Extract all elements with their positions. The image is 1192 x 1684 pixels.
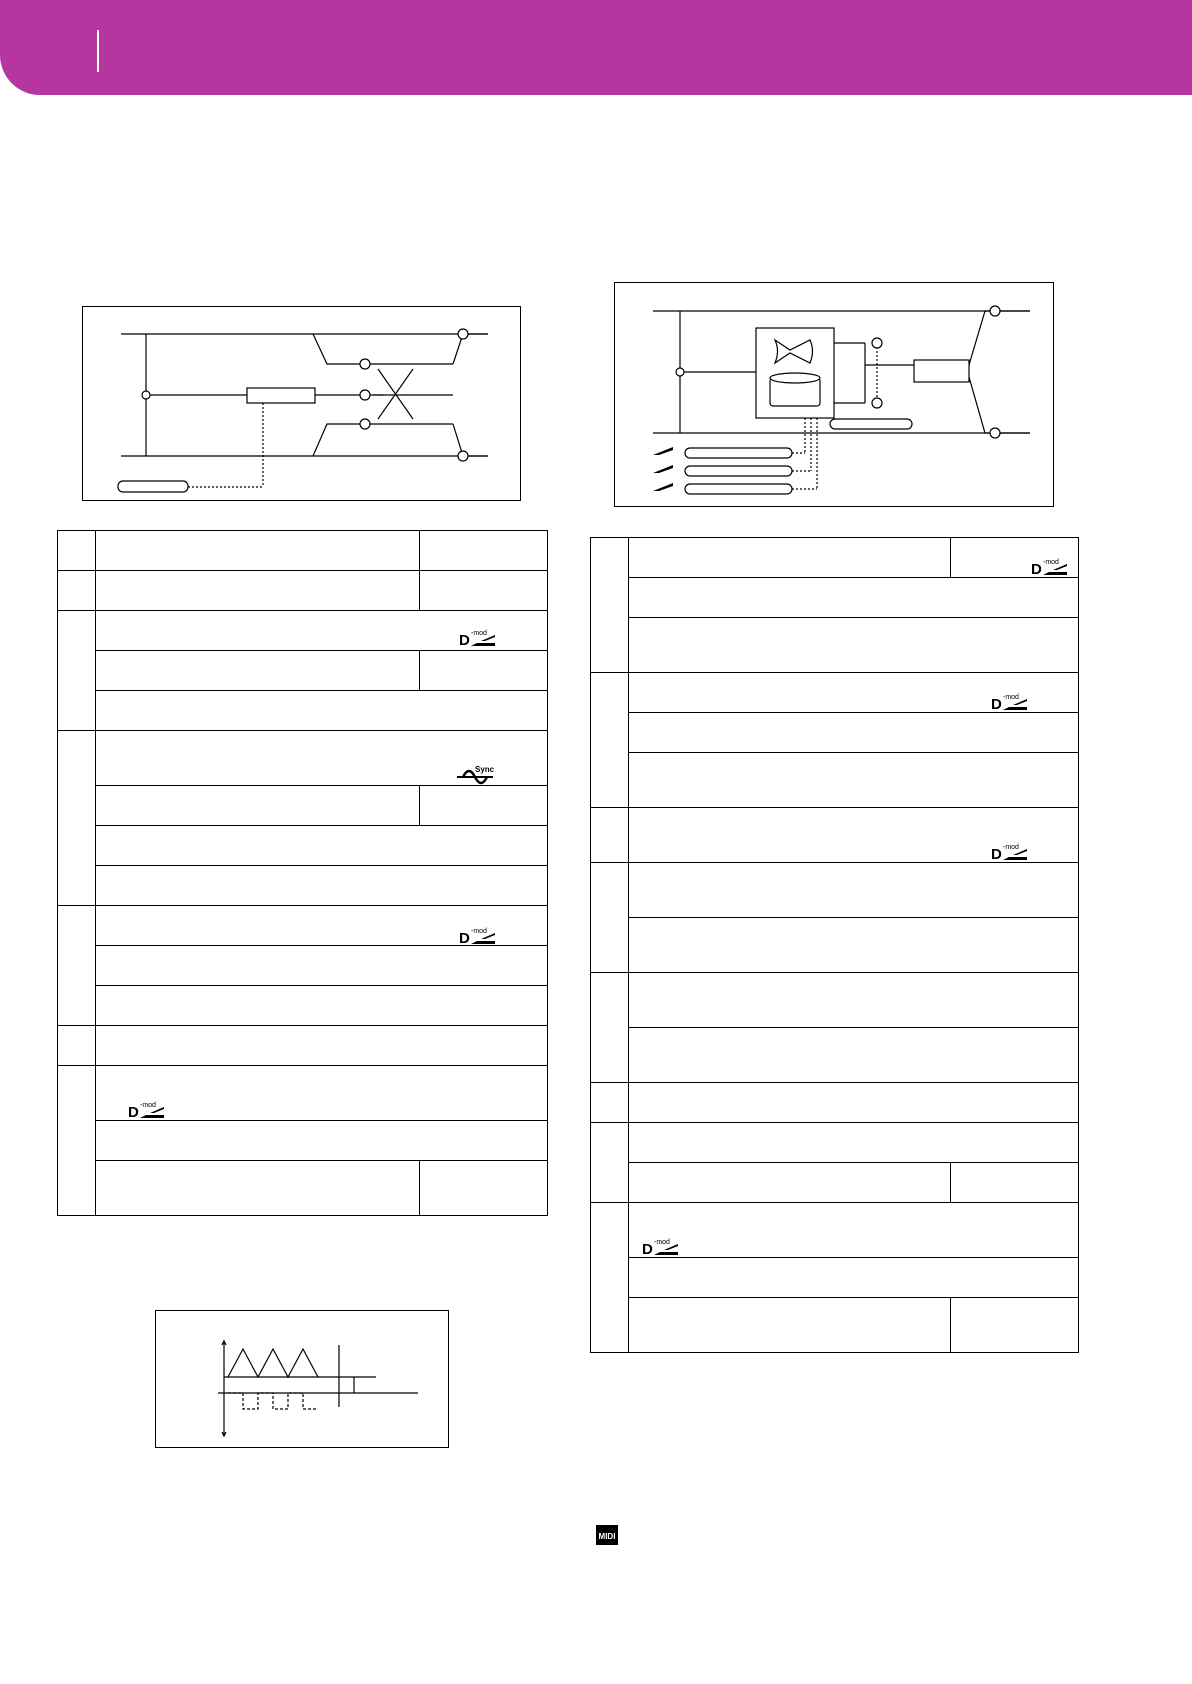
dmod-icon — [128, 1100, 168, 1120]
svg-text:D: D — [991, 696, 1002, 712]
header-divider — [97, 30, 99, 72]
svg-text:-mod: -mod — [654, 1239, 670, 1246]
dmod-icon — [642, 1237, 682, 1257]
waveform-diagram — [155, 1310, 449, 1448]
svg-text:D: D — [991, 846, 1002, 862]
dmod-icon — [991, 692, 1031, 712]
left-diagram-svg — [83, 307, 520, 500]
svg-text:MIDI: MIDI — [598, 1532, 616, 1541]
svg-text:D: D — [459, 632, 470, 648]
right-diagram-svg — [615, 283, 1053, 506]
dmod-icon — [459, 628, 499, 648]
right-block-diagram — [614, 282, 1054, 507]
right-parameter-table — [590, 537, 1079, 1353]
sync-icon — [455, 763, 499, 785]
midi-icon — [596, 1525, 618, 1545]
svg-text:D: D — [128, 1104, 139, 1120]
svg-text:-mod: -mod — [471, 630, 487, 637]
dmod-icon — [459, 926, 499, 946]
svg-text:D: D — [642, 1241, 653, 1257]
dmod-icon — [991, 842, 1031, 862]
svg-text:Sync: Sync — [475, 765, 495, 774]
svg-text:-mod: -mod — [471, 928, 487, 935]
left-block-diagram — [82, 306, 521, 501]
svg-text:-mod: -mod — [1003, 844, 1019, 851]
page-header-band — [0, 0, 1192, 95]
svg-text:-mod: -mod — [1043, 559, 1059, 566]
svg-text:-mod: -mod — [140, 1102, 156, 1109]
waveform-svg — [156, 1311, 448, 1447]
svg-text:D: D — [459, 930, 470, 946]
svg-text:D: D — [1031, 561, 1042, 577]
dmod-icon — [1031, 557, 1071, 577]
svg-text:-mod: -mod — [1003, 694, 1019, 701]
